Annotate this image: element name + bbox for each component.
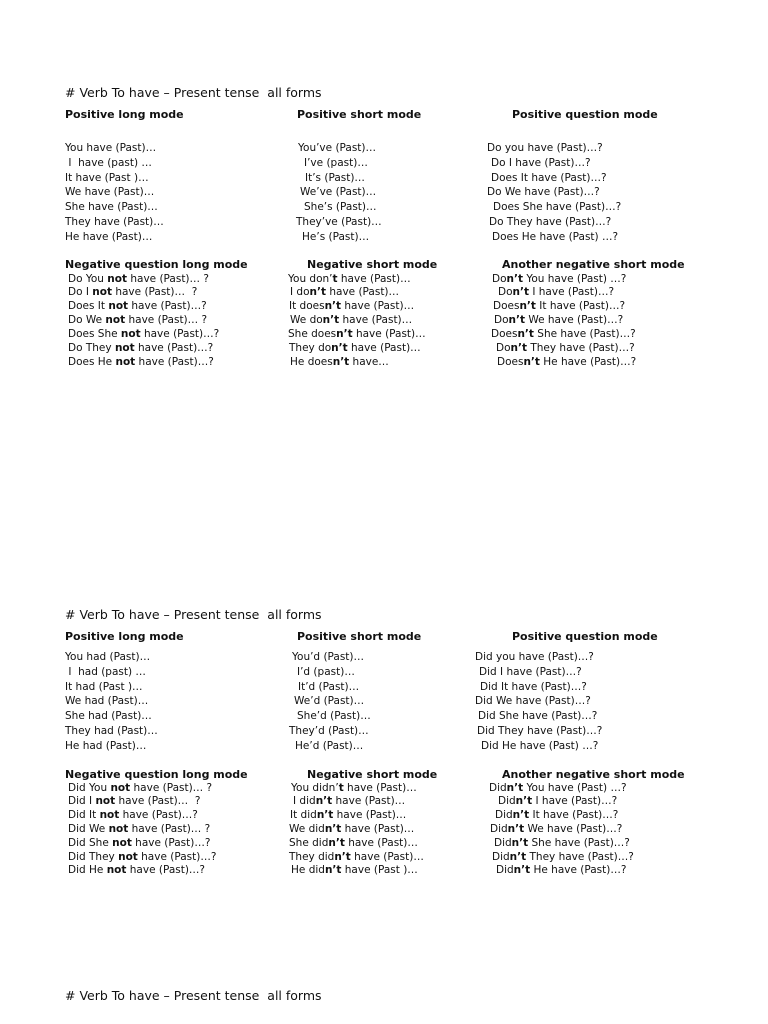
list-item: She had (Past)… bbox=[65, 710, 152, 722]
list-item: Doesn’t He have (Past)…? bbox=[497, 356, 637, 368]
list-item: They don’t have (Past)… bbox=[289, 342, 421, 354]
list-item: It doesn’t have (Past)… bbox=[289, 300, 415, 312]
list-item: We’d (Past)… bbox=[294, 695, 365, 707]
list-item: She doesn’t have (Past)… bbox=[288, 328, 426, 340]
list-item: They didn’t have (Past)… bbox=[289, 851, 424, 863]
list-item: Did You not have (Past)… ? bbox=[68, 782, 213, 794]
list-item: Didn’t She have (Past)…? bbox=[494, 837, 630, 849]
list-item: It’d (Past)… bbox=[298, 681, 360, 693]
list-item: Do I have (Past)…? bbox=[491, 157, 591, 169]
list-item: Didn’t You have (Past) …? bbox=[489, 782, 627, 794]
list-item: Don’t You have (Past) …? bbox=[492, 273, 627, 285]
list-item: Do You not have (Past)… ? bbox=[68, 273, 209, 285]
list-item: Do We not have (Past)… ? bbox=[68, 314, 208, 326]
list-item: You don’t have (Past)… bbox=[288, 273, 411, 285]
list-item: Don’t We have (Past)…? bbox=[494, 314, 624, 326]
list-item: Do They not have (Past)…? bbox=[68, 342, 214, 354]
header-negative-short: Negative short mode bbox=[307, 258, 438, 271]
list-item: Did He have (Past) …? bbox=[481, 740, 599, 752]
section-title: # Verb To have – Present tense all forms bbox=[65, 607, 322, 622]
list-item: They’ve (Past)… bbox=[296, 216, 382, 228]
list-item: Did We have (Past)…? bbox=[475, 695, 591, 707]
list-item: It have (Past )… bbox=[65, 172, 149, 184]
header-another-negative-short: Another negative short mode bbox=[502, 258, 685, 271]
list-item: Does It have (Past)…? bbox=[491, 172, 607, 184]
list-item: Do you have (Past)…? bbox=[487, 142, 603, 154]
list-item: She’s (Past)… bbox=[304, 201, 377, 213]
list-item: They have (Past)… bbox=[65, 216, 164, 228]
list-item: Do I not have (Past)… ? bbox=[68, 286, 198, 298]
list-item: Did They not have (Past)…? bbox=[68, 851, 217, 863]
header-another-negative-short: Another negative short mode bbox=[502, 768, 685, 781]
list-item: Does It not have (Past)…? bbox=[68, 300, 207, 312]
list-item: I’d (past)… bbox=[297, 666, 355, 678]
list-item: Don’t They have (Past)…? bbox=[496, 342, 635, 354]
header-positive-question: Positive question mode bbox=[512, 108, 658, 121]
list-item: Doesn’t It have (Past)…? bbox=[493, 300, 626, 312]
list-item: You’d (Past)… bbox=[292, 651, 365, 663]
list-item: You had (Past)… bbox=[65, 651, 151, 663]
list-item: He doesn’t have… bbox=[290, 356, 389, 368]
list-item: Do They have (Past)…? bbox=[489, 216, 612, 228]
list-item: We’ve (Past)… bbox=[300, 186, 377, 198]
list-item: Didn’t It have (Past)…? bbox=[495, 809, 619, 821]
list-item: She didn’t have (Past)… bbox=[289, 837, 418, 849]
list-item: Did She not have (Past)…? bbox=[68, 837, 211, 849]
section-title: # Verb To have – Present tense all forms bbox=[65, 988, 322, 1003]
list-item: I have (past) … bbox=[65, 157, 152, 169]
list-item: She’d (Past)… bbox=[297, 710, 371, 722]
section-title: # Verb To have – Present tense all forms bbox=[65, 85, 322, 100]
header-positive-question: Positive question mode bbox=[512, 630, 658, 643]
header-negative-question-long: Negative question long mode bbox=[65, 768, 248, 781]
list-item: Does She not have (Past)…? bbox=[68, 328, 220, 340]
list-item: Did It have (Past)…? bbox=[480, 681, 587, 693]
list-item: They’d (Past)… bbox=[289, 725, 369, 737]
list-item: He’d (Past)… bbox=[295, 740, 364, 752]
list-item: Did They have (Past)…? bbox=[477, 725, 603, 737]
list-item: Do We have (Past)…? bbox=[487, 186, 600, 198]
list-item: Did It not have (Past)…? bbox=[68, 809, 198, 821]
list-item: Did He not have (Past)…? bbox=[68, 864, 206, 876]
list-item: Don’t I have (Past)…? bbox=[498, 286, 615, 298]
list-item: Did We not have (Past)… ? bbox=[68, 823, 211, 835]
list-item: Did She have (Past)…? bbox=[478, 710, 598, 722]
list-item: It didn’t have (Past)… bbox=[290, 809, 407, 821]
list-item: Didn’t He have (Past)…? bbox=[496, 864, 627, 876]
list-item: We had (Past)… bbox=[65, 695, 149, 707]
list-item: I had (past) … bbox=[65, 666, 146, 678]
list-item: Does He have (Past) …? bbox=[492, 231, 619, 243]
header-positive-long: Positive long mode bbox=[65, 108, 184, 121]
list-item: She have (Past)… bbox=[65, 201, 158, 213]
header-negative-short: Negative short mode bbox=[307, 768, 438, 781]
list-item: We don’t have (Past)… bbox=[290, 314, 413, 326]
list-item: You have (Past)… bbox=[65, 142, 157, 154]
list-item: I didn’t have (Past)… bbox=[293, 795, 406, 807]
header-positive-short: Positive short mode bbox=[297, 108, 422, 121]
list-item: Did I have (Past)…? bbox=[479, 666, 582, 678]
header-positive-short: Positive short mode bbox=[297, 630, 422, 643]
list-item: It’s (Past)… bbox=[305, 172, 365, 184]
list-item: You didn’t have (Past)… bbox=[291, 782, 417, 794]
list-item: Did you have (Past)…? bbox=[475, 651, 594, 663]
list-item: Does He not have (Past)…? bbox=[68, 356, 214, 368]
list-item: You’ve (Past)… bbox=[298, 142, 377, 154]
list-item: He’s (Past)… bbox=[302, 231, 370, 243]
list-item: We didn’t have (Past)… bbox=[289, 823, 415, 835]
list-item: We have (Past)… bbox=[65, 186, 155, 198]
list-item: Does She have (Past)…? bbox=[493, 201, 622, 213]
list-item: Didn’t They have (Past)…? bbox=[492, 851, 634, 863]
list-item: They had (Past)… bbox=[65, 725, 158, 737]
list-item: Didn’t I have (Past)…? bbox=[498, 795, 618, 807]
list-item: Didn’t We have (Past)…? bbox=[490, 823, 623, 835]
list-item: I don’t have (Past)… bbox=[290, 286, 400, 298]
list-item: He didn’t have (Past )… bbox=[291, 864, 418, 876]
list-item: Doesn’t She have (Past)…? bbox=[491, 328, 636, 340]
list-item: Did I not have (Past)… ? bbox=[68, 795, 201, 807]
list-item: It had (Past )… bbox=[65, 681, 143, 693]
header-positive-long: Positive long mode bbox=[65, 630, 184, 643]
list-item: I’ve (past)… bbox=[304, 157, 368, 169]
header-negative-question-long: Negative question long mode bbox=[65, 258, 248, 271]
list-item: He have (Past)… bbox=[65, 231, 153, 243]
list-item: He had (Past)… bbox=[65, 740, 147, 752]
